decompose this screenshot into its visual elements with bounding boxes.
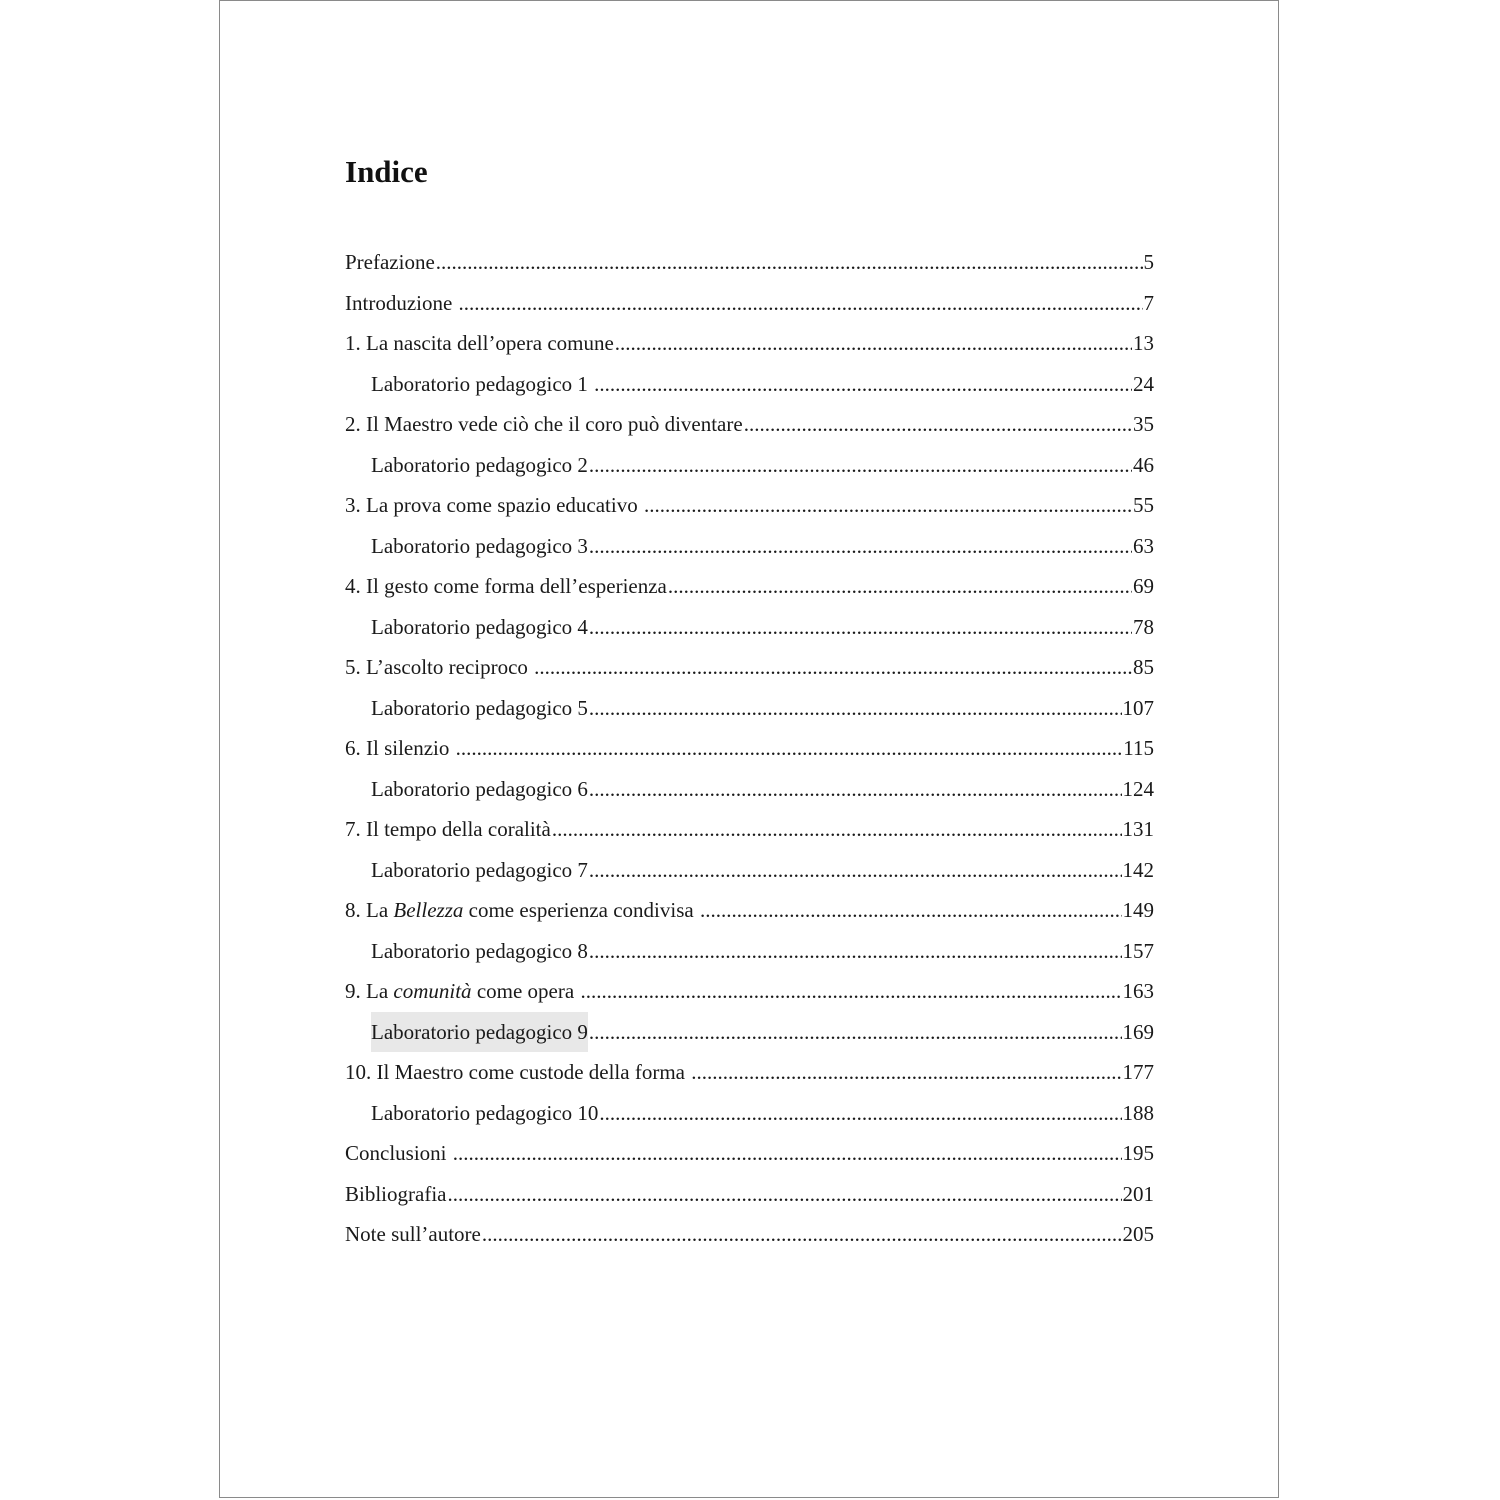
toc-entry-title-text: Laboratorio pedagogico 2 [371, 452, 588, 477]
dot-leader [459, 283, 1143, 324]
toc-page-number: 115 [1123, 736, 1154, 760]
toc-entry-title-text: Laboratorio pedagogico 6 [371, 776, 588, 801]
toc-page-number: 188 [1122, 1100, 1154, 1125]
dot-leader [599, 1093, 1121, 1134]
toc-page-number: 24 [1133, 371, 1154, 396]
toc-page-number: 13 [1133, 331, 1154, 355]
toc-subentry [345, 526, 1154, 567]
toc-entry-title-text: Laboratorio pedagogico 8 [371, 938, 588, 963]
toc-page-number: 131 [1122, 817, 1154, 841]
toc-page-number: 163 [1122, 979, 1154, 1003]
toc-entry [345, 728, 1154, 769]
toc-entry [345, 647, 1154, 688]
toc-subentry [345, 931, 1154, 972]
toc-entry-title [345, 1133, 452, 1174]
dot-leader [668, 566, 1132, 607]
dot-leader [456, 728, 1123, 769]
toc-entry-title [371, 1012, 588, 1053]
toc-entry [345, 485, 1154, 526]
toc-entry [345, 1133, 1154, 1174]
toc-subentry [345, 1093, 1154, 1134]
dot-leader [589, 850, 1122, 891]
toc-entry-title-text: Laboratorio pedagogico 3 [371, 533, 588, 558]
toc-entry [345, 283, 1154, 324]
toc-entry [345, 890, 1154, 931]
toc-entry [345, 566, 1154, 607]
toc-page-number: 107 [1122, 695, 1154, 720]
toc-entry-title [345, 404, 743, 445]
toc-subentry [345, 607, 1154, 648]
toc-entry-title-text: Introduzione [345, 290, 458, 315]
toc-entry-title-text: 8. La [345, 898, 394, 922]
toc-entry-title [371, 364, 593, 405]
dot-leader [644, 485, 1132, 526]
toc-entry-title-text: come opera [471, 979, 580, 1003]
dot-leader [615, 323, 1132, 364]
toc-page-number: 201 [1122, 1181, 1154, 1206]
dot-leader [744, 404, 1132, 445]
toc-entry-title-text: 6. Il silenzio [345, 736, 455, 760]
toc-page-number: 157 [1122, 938, 1154, 963]
toc-entry-title-text: come esperienza condivisa [463, 898, 699, 922]
toc-entry-title-text: Prefazione [345, 250, 435, 274]
toc-subentry [345, 688, 1154, 729]
toc-entry-title-text: 10. Il Maestro come custode della forma [345, 1060, 691, 1084]
toc-entry-title-text: 3. La prova come spazio educativo [345, 493, 643, 517]
toc-entry-title-text: Note sull’autore [345, 1222, 481, 1246]
toc-page-number: 195 [1122, 1141, 1154, 1165]
toc-entry-title-text: Laboratorio pedagogico 5 [371, 695, 588, 720]
toc-entry-title [345, 1214, 481, 1255]
page-title: Indice [345, 154, 428, 189]
toc-page-number: 55 [1133, 493, 1154, 517]
toc-entry-title [371, 607, 588, 648]
toc-entry-title [345, 728, 455, 769]
toc-entry [345, 971, 1154, 1012]
toc-entry-title [345, 485, 643, 526]
toc-subentry [345, 445, 1154, 486]
toc-page-number: 5 [1143, 250, 1154, 274]
dot-leader [594, 364, 1132, 405]
toc-subentry [345, 364, 1154, 405]
toc-subentry [345, 850, 1154, 891]
toc-entry-title-text: Laboratorio pedagogico 4 [371, 614, 588, 639]
toc-entry-title [371, 445, 588, 486]
dot-leader [589, 526, 1132, 567]
toc-entry [345, 404, 1154, 445]
dot-leader [589, 445, 1132, 486]
toc-entry-title [371, 688, 588, 729]
toc-entry-title-text: 5. L’ascolto reciproco [345, 655, 534, 679]
toc-page-number: 63 [1133, 533, 1154, 558]
toc-page-number: 85 [1133, 655, 1154, 679]
toc-subentry [345, 769, 1154, 810]
toc-page-number: 7 [1143, 290, 1154, 315]
toc-entry-title-italic: comunità [393, 979, 472, 1003]
toc-page-number: 78 [1133, 614, 1154, 639]
toc-entry-title-text: 1. La nascita dell’opera comune [345, 331, 614, 355]
toc-page-number: 46 [1133, 452, 1154, 477]
toc-entry [345, 809, 1154, 850]
toc-entry-title [345, 1052, 690, 1093]
toc-page-number: 69 [1133, 574, 1154, 598]
toc-entry-title-italic: Bellezza [393, 898, 464, 922]
dot-leader [436, 242, 1143, 283]
dot-leader [589, 931, 1122, 972]
toc-entry-title-text: Laboratorio pedagogico 1 [371, 371, 594, 396]
toc-entry-title [371, 1093, 598, 1134]
toc-entry-title [345, 890, 699, 931]
toc-entry-title-text: Conclusioni [345, 1141, 452, 1165]
toc-entry [345, 323, 1154, 364]
toc-entry-title [345, 323, 614, 364]
toc-subentry [345, 1012, 1154, 1053]
toc-entry [345, 1174, 1154, 1215]
toc-page-number: 35 [1133, 412, 1154, 436]
toc-entry-title-text: Laboratorio pedagogico 9 [371, 1019, 588, 1044]
dot-leader [589, 1012, 1122, 1053]
dot-leader [589, 607, 1132, 648]
toc-entry-title-text: 9. La [345, 979, 394, 1003]
toc-entry-title [345, 566, 667, 607]
toc-entry-title-text: Laboratorio pedagogico 7 [371, 857, 588, 882]
dot-leader [580, 971, 1121, 1012]
dot-leader [534, 647, 1132, 688]
toc-entry-title [345, 242, 435, 283]
dot-leader [589, 769, 1122, 810]
toc-page-number: 169 [1122, 1019, 1154, 1044]
dot-leader [552, 809, 1122, 850]
toc-entry-title-text: 7. Il tempo della coralità [345, 817, 551, 841]
dot-leader [482, 1214, 1122, 1255]
toc-entry-title [371, 769, 588, 810]
toc-entry-title-text: Laboratorio pedagogico 10 [371, 1100, 599, 1125]
toc-entry-title-text: 2. Il Maestro vede ciò che il coro può diventare [345, 412, 743, 436]
toc-entry-title-text: 4. Il gesto come forma dell’esperienza [345, 574, 667, 598]
toc-page-number: 177 [1122, 1060, 1154, 1084]
toc-page-number: 124 [1122, 776, 1154, 801]
toc-entry-title [345, 1174, 446, 1215]
toc-page-number: 149 [1122, 898, 1154, 922]
dot-leader [447, 1174, 1121, 1215]
dot-leader [691, 1052, 1121, 1093]
toc-entry-title [371, 931, 588, 972]
toc-entry [345, 1214, 1154, 1255]
toc-entry-title [371, 526, 588, 567]
toc-entry-title [345, 283, 458, 324]
toc-entry-title [345, 647, 533, 688]
toc-page-number: 205 [1122, 1222, 1154, 1246]
table-of-contents [345, 242, 1154, 1255]
dot-leader [453, 1133, 1122, 1174]
dot-leader [589, 688, 1122, 729]
dot-leader [700, 890, 1122, 931]
toc-entry-title [371, 850, 588, 891]
toc-entry-title [345, 971, 579, 1012]
toc-entry-title [345, 809, 551, 850]
toc-page-number: 142 [1122, 857, 1154, 882]
toc-entry [345, 1052, 1154, 1093]
toc-entry [345, 242, 1154, 283]
toc-entry-title-text: Bibliografia [345, 1181, 447, 1206]
